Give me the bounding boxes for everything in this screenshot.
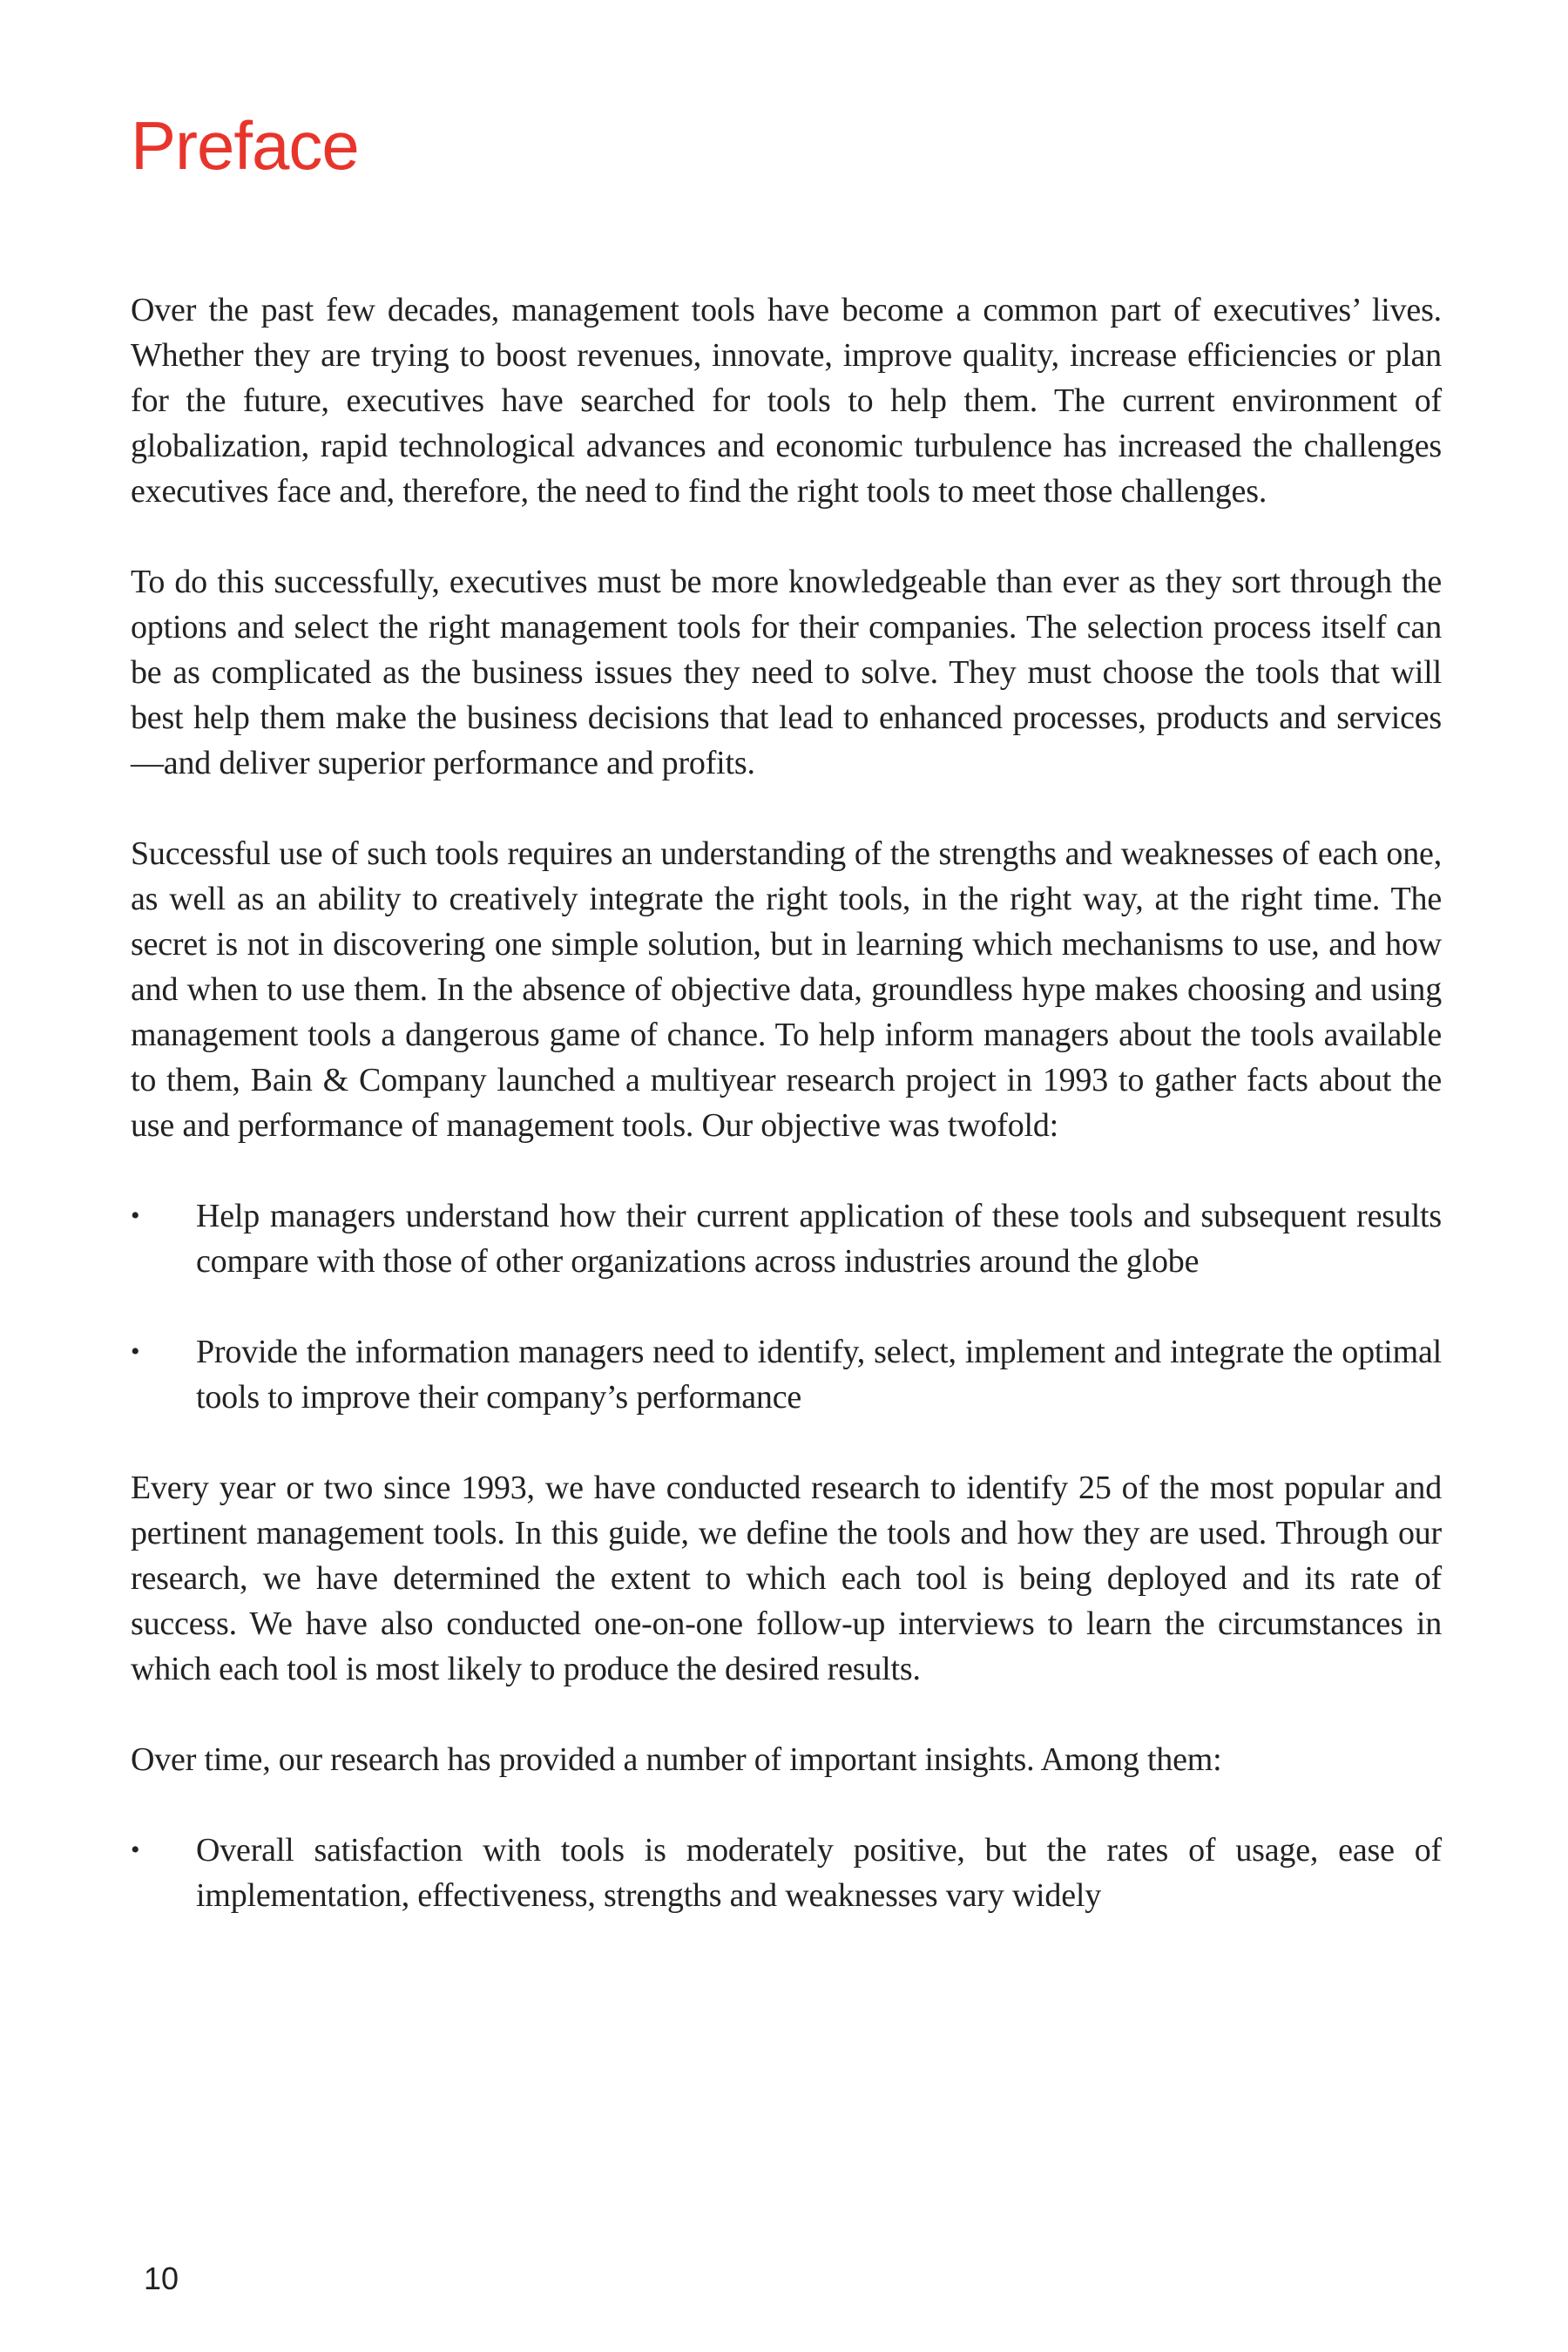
- page-title: Preface: [131, 107, 359, 184]
- paragraph: Over the past few decades, management tools have become a common part of executives’ lives. Whether they are trying to boost revenues, innovate, improve quality, increase efficiencies or plan for the future, executives have searched for tools to help them. The current environment of globalization, rapid technological advances and economic turbulence has increased the challenges executives face and, therefore, the need to find the right tools to meet those challenges.: [131, 292, 1442, 510]
- page-number: 10: [144, 2261, 179, 2296]
- paragraph: Successful use of such tools requires an understanding of the strengths and weaknesses of each one, as well as an ability to creatively integrate the right tools, in the right way, at the right time. The secret is not in discovering one simple solution, but in learning which mechanisms to use, and how and when to use them. In the absence of objective data, groundless hype makes choosing and using management tools a dangerous game of chance. To help inform managers about the tools available to them, Bain & Company launched a multiyear research project in 1993 to gather facts about the use and performance of management tools. Our objective was twofold:: [131, 835, 1442, 1144]
- insights-list: [131, 1828, 1442, 1918]
- paragraph: To do this successfully, executives must be more knowledgeable than ever as they sort through the options and select the right management tools for their companies. The selection process itself can be as complicated as the business issues they need to solve. They must choose the tools that will best help them make the business decisions that lead to enhanced processes, products and services—and deliver superior performance and profits.: [131, 564, 1442, 781]
- list-item: [131, 1329, 1442, 1420]
- list-item: [131, 1828, 1442, 1918]
- bullet-icon: •: [131, 1337, 140, 1366]
- objectives-list: [131, 1193, 1442, 1420]
- list-item-text: Overall satisfaction with tools is moderately positive, but the rates of usage, ease of implementation, effectiveness, strengths and weaknesses vary widely: [196, 1832, 1442, 1914]
- paragraph: Every year or two since 1993, we have conducted research to identify 25 of the most popular and pertinent management tools. In this guide, we define the tools and how they are used. Through our research, we have determined the extent to which each tool is being deployed and its rate of success. We have also conducted one-on-one follow-up interviews to learn the circumstances in which each tool is most likely to produce the desired results.: [131, 1470, 1442, 1687]
- list-item: [131, 1193, 1442, 1284]
- list-item-text: Help managers understand how their current application of these tools and subsequent results compare with those of other organizations across industries around the globe: [196, 1198, 1442, 1280]
- bullet-icon: •: [131, 1835, 140, 1864]
- bullet-icon: •: [131, 1201, 140, 1230]
- list-item-text: Provide the information managers need to identify, select, implement and integrate the optimal tools to improve their company’s performance: [196, 1334, 1442, 1416]
- body-text: [131, 287, 1442, 1963]
- paragraph: Over time, our research has provided a number of important insights. Among them:: [131, 1741, 1222, 1778]
